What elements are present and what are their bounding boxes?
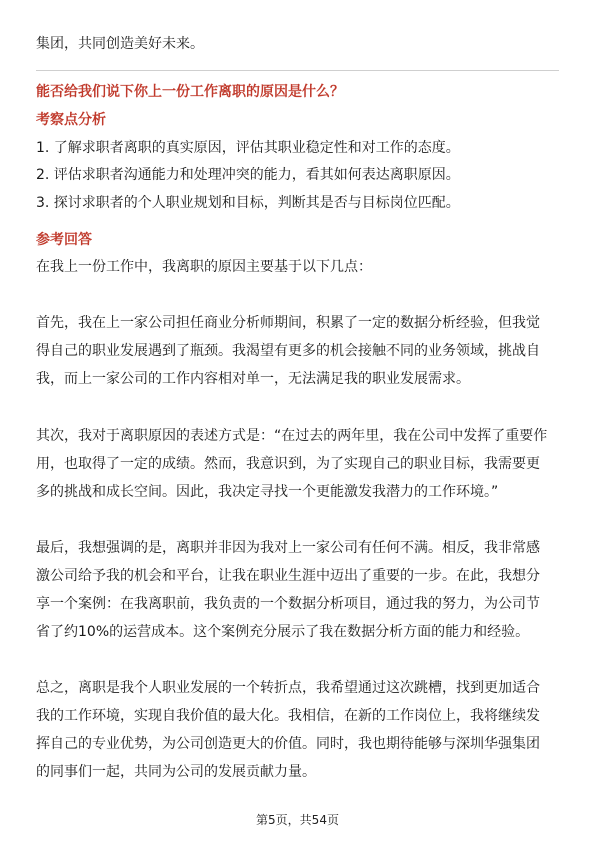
- page-footer: 第5页，共54页: [256, 813, 339, 827]
- question-heading: 能否给我们说下你上一份工作离职的原因是什么？: [36, 84, 344, 100]
- analysis-heading: 考察点分析: [36, 112, 106, 128]
- answer-opening: 在我上一份工作中，我离职的原因主要基于以下几点：: [36, 259, 372, 275]
- answer-paragraph-line: 享一个案例：在我离职前，我负责的一个数据分析项目，通过我的努力，为公司节: [36, 596, 540, 612]
- analysis-item: 1. 了解求职者离职的真实原因，评估其职业稳定性和对工作的态度。: [36, 140, 460, 156]
- answer-paragraph-line: 省了约10%的运营成本。这个案例充分展示了我在数据分析方面的能力和经验。: [36, 624, 530, 640]
- answer-paragraph-line: 用，也取得了一定的成绩。然而，我意识到，为了实现自己的职业目标，我需要更: [36, 456, 540, 472]
- answer-paragraph-line: 激公司给予我的机会和平台，让我在职业生涯中迈出了重要的一步。在此，我想分: [36, 568, 540, 584]
- answer-paragraph-line: 首先，我在上一家公司担任商业分析师期间，积累了一定的数据分析经验，但我觉: [36, 315, 540, 331]
- answer-paragraph-line: 我的工作环境，实现自我价值的最大化。我相信，在新的工作岗位上，我将继续发: [36, 708, 540, 724]
- answer-paragraph-line: 其次，我对于离职原因的表述方式是：“在过去的两年里，我在公司中发挥了重要作: [36, 428, 548, 444]
- analysis-item: 2. 评估求职者沟通能力和处理冲突的能力，看其如何表达离职原因。: [36, 167, 460, 183]
- analysis-item: 3. 探讨求职者的个人职业规划和目标，判断其是否与目标岗位匹配。: [36, 195, 460, 211]
- answer-paragraph-line: 最后，我想强调的是，离职并非因为我对上一家公司有任何不满。相反，我非常感: [36, 540, 540, 556]
- section-divider: [36, 70, 559, 71]
- answer-heading: 参考回答: [36, 232, 92, 248]
- answer-paragraph-line: 得自己的职业发展遇到了瓶颈。我渴望有更多的机会接触不同的业务领域，挑战自: [36, 343, 540, 359]
- answer-paragraph-line: 的同事们一起，共同为公司的发展贡献力量。: [36, 764, 316, 780]
- answer-paragraph-line: 总之，离职是我个人职业发展的一个转折点，我希望通过这次跳槽，找到更加适合: [36, 680, 540, 696]
- intro-tail-text: 集团，共同创造美好未来。: [36, 36, 204, 52]
- answer-paragraph-line: 多的挑战和成长空间。因此，我决定寻找一个更能激发我潜力的工作环境。”: [36, 484, 499, 500]
- answer-paragraph-line: 我，而上一家公司的工作内容相对单一，无法满足我的职业发展需求。: [36, 371, 470, 387]
- answer-paragraph-line: 挥自己的专业优势，为公司创造更大的价值。同时，我也期待能够与深圳华强集团: [36, 736, 540, 752]
